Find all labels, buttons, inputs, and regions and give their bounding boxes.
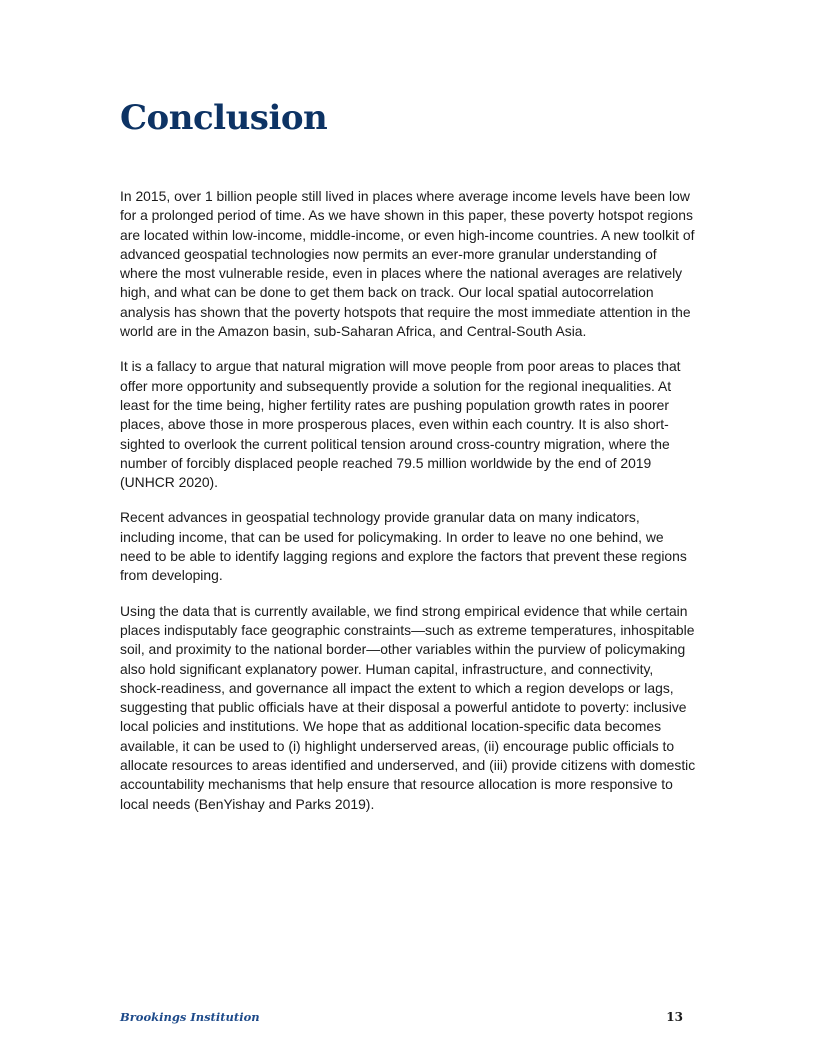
body-text — [120, 187, 696, 830]
paragraph-4: Using the data that is currently available, we find strong empirical evidence that while certain places indisputably face geographic constraints—such as extreme temperatures, inhospitable soil, and proximity to the national border—other variables within the purview of policymaking also hold significant explanatory power. Human capital, infrastructure, and connectivity, shock-readiness, and governance all impact the extent to which a region develops or lags, suggesting that public officials have at their disposal a powerful antidote to poverty: inclusive local policies and institutions. We hope that as additional location-specific data becomes available, it can be used to (i) highlight underserved areas, (ii) encourage public officials to allocate resources to areas identified and underserved, and (iii) provide citizens with domestic accountability mechanisms that help ensure that resource allocation is more responsive to local needs (BenYishay and Parks 2019). — [120, 602, 696, 812]
paragraph-1: In 2015, over 1 billion people still lived in places where average income levels have been low for a prolonged period of time. As we have shown in this paper, these poverty hotspot regions are located within low-income, middle-income, or even high-income countries. A new toolkit of advanced geospatial technologies now permits an ever-more granular understanding of where the most vulnerable reside, even in places where the national averages are relatively high, and what can be done to get them back on track. Our local spatial autocorrelation analysis has shown that the poverty hotspots that require the most immediate attention in the world are in the Amazon basin, sub-Saharan Africa, and Central-South Asia. — [120, 188, 695, 340]
footer-publisher: Brookings Institution — [120, 1010, 260, 1024]
page-number: 13 — [666, 1010, 683, 1024]
page-title: Conclusion — [120, 98, 328, 138]
paragraph-3: Recent advances in geospatial technology provide granular data on many indicators, including income, that can be used for policymaking. In order to leave no one behind, we need to be able to identify lagging regions and explore the factors that prevent these regions from developing. — [120, 509, 687, 584]
paragraph-2: It is a fallacy to argue that natural migration will move people from poor areas to places that offer more opportunity and subsequently provide a solution for the regional inequalities. At least for the time being, higher fertility rates are pushing population growth rates in poorer places, above those in more prosperous places, even within each country. It is also short-sighted to overlook the current political tension around cross-country migration, where the number of forcibly displaced people reached 79.5 million worldwide by the end of 2019 (UNHCR 2020). — [120, 358, 681, 491]
